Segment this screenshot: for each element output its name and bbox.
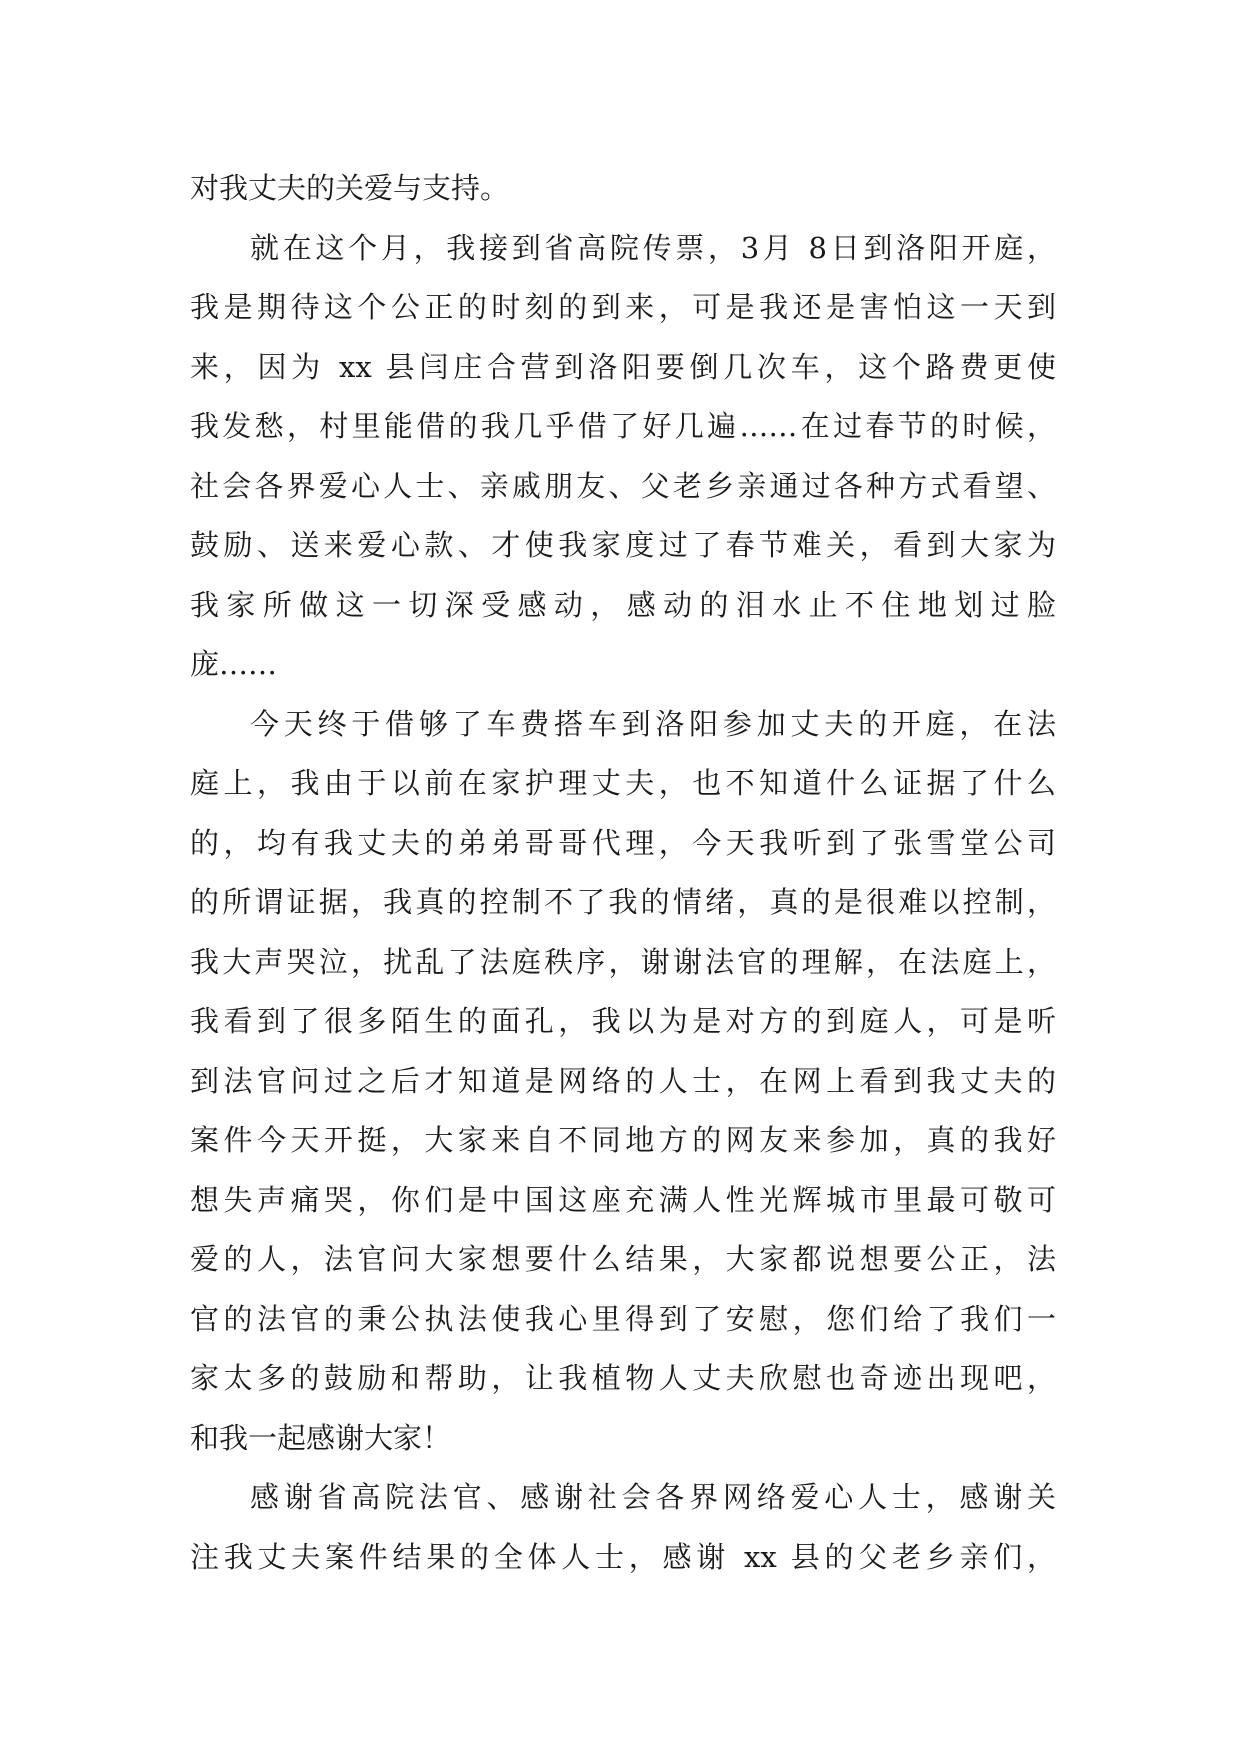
- paragraph-line: 的，均有我丈夫的弟弟哥哥代理，今天我听到了张雪堂公司: [190, 825, 1056, 860]
- paragraph-line: 爱的人，法官问大家想要什么结果，大家都说想要公正，法: [190, 1242, 1056, 1276]
- paragraph-line: 鼓励、送来爱心款、才使我家度过了春节难关，看到大家为: [190, 528, 1056, 562]
- paragraph-line: 庞……: [190, 647, 278, 681]
- paragraph-line: 我大声哭泣，扰乱了法庭秩序，谢谢法官的理解，在法庭上，: [190, 944, 1056, 979]
- paragraph-line: 我发愁，村里能借的我几乎借了好几遍……在过春节的时候，: [190, 409, 1056, 443]
- paragraph-line: 的所谓证据，我真的控制不了我的情绪，真的是很难以控制，: [190, 885, 1056, 919]
- paragraph-line: 对我丈夫的关爱与支持。: [190, 171, 510, 205]
- paragraph-line: 和我一起感谢大家！: [190, 1420, 452, 1455]
- paragraph-line: 感谢省高院法官、感谢社会各界网络爱心人士，感谢关: [250, 1480, 1056, 1514]
- paragraph-line: 案件今天开挺，大家来自不同地方的网友来参加，真的我好: [190, 1123, 1056, 1157]
- paragraph-line: 想失声痛哭，你们是中国这座充满人性光辉城市里最可敬可: [190, 1182, 1056, 1217]
- document-body: [190, 159, 1056, 1587]
- paragraph-line: 官的法官的秉公执法使我心里得到了安慰，您们给了我们一: [190, 1301, 1056, 1336]
- paragraph-line: 注我丈夫案件结果的全体人士，感谢 xx 县的父老乡亲们，: [190, 1539, 1056, 1574]
- paragraph-line: 就在这个月，我接到省高院传票，3月 8日到洛阳开庭，: [250, 230, 1056, 265]
- paragraph-line: 来，因为 xx 县闫庄合营到洛阳要倒几次车，这个路费更使: [190, 349, 1056, 384]
- paragraph-line: 到法官问过之后才知道是网络的人士，在网上看到我丈夫的: [190, 1063, 1056, 1098]
- paragraph-line: 家太多的鼓励和帮助，让我植物人丈夫欣慰也奇迹出现吧，: [190, 1361, 1056, 1395]
- paragraph-line: 我看到了很多陌生的面孔，我以为是对方的到庭人，可是听: [190, 1004, 1056, 1038]
- paragraph-line: 今天终于借够了车费搭车到洛阳参加丈夫的开庭，在法: [250, 706, 1056, 741]
- paragraph-line: 我是期待这个公正的时刻的到来，可是我还是害怕这一天到: [190, 290, 1056, 324]
- paragraph-line: 庭上，我由于以前在家护理丈夫，也不知道什么证据了什么: [190, 766, 1056, 800]
- paragraph-line: 社会各界爱心人士、亲戚朋友、父老乡亲通过各种方式看望、: [190, 468, 1056, 503]
- paragraph-line: 我家所做这一切深受感动，感动的泪水止不住地划过脸: [190, 587, 1056, 622]
